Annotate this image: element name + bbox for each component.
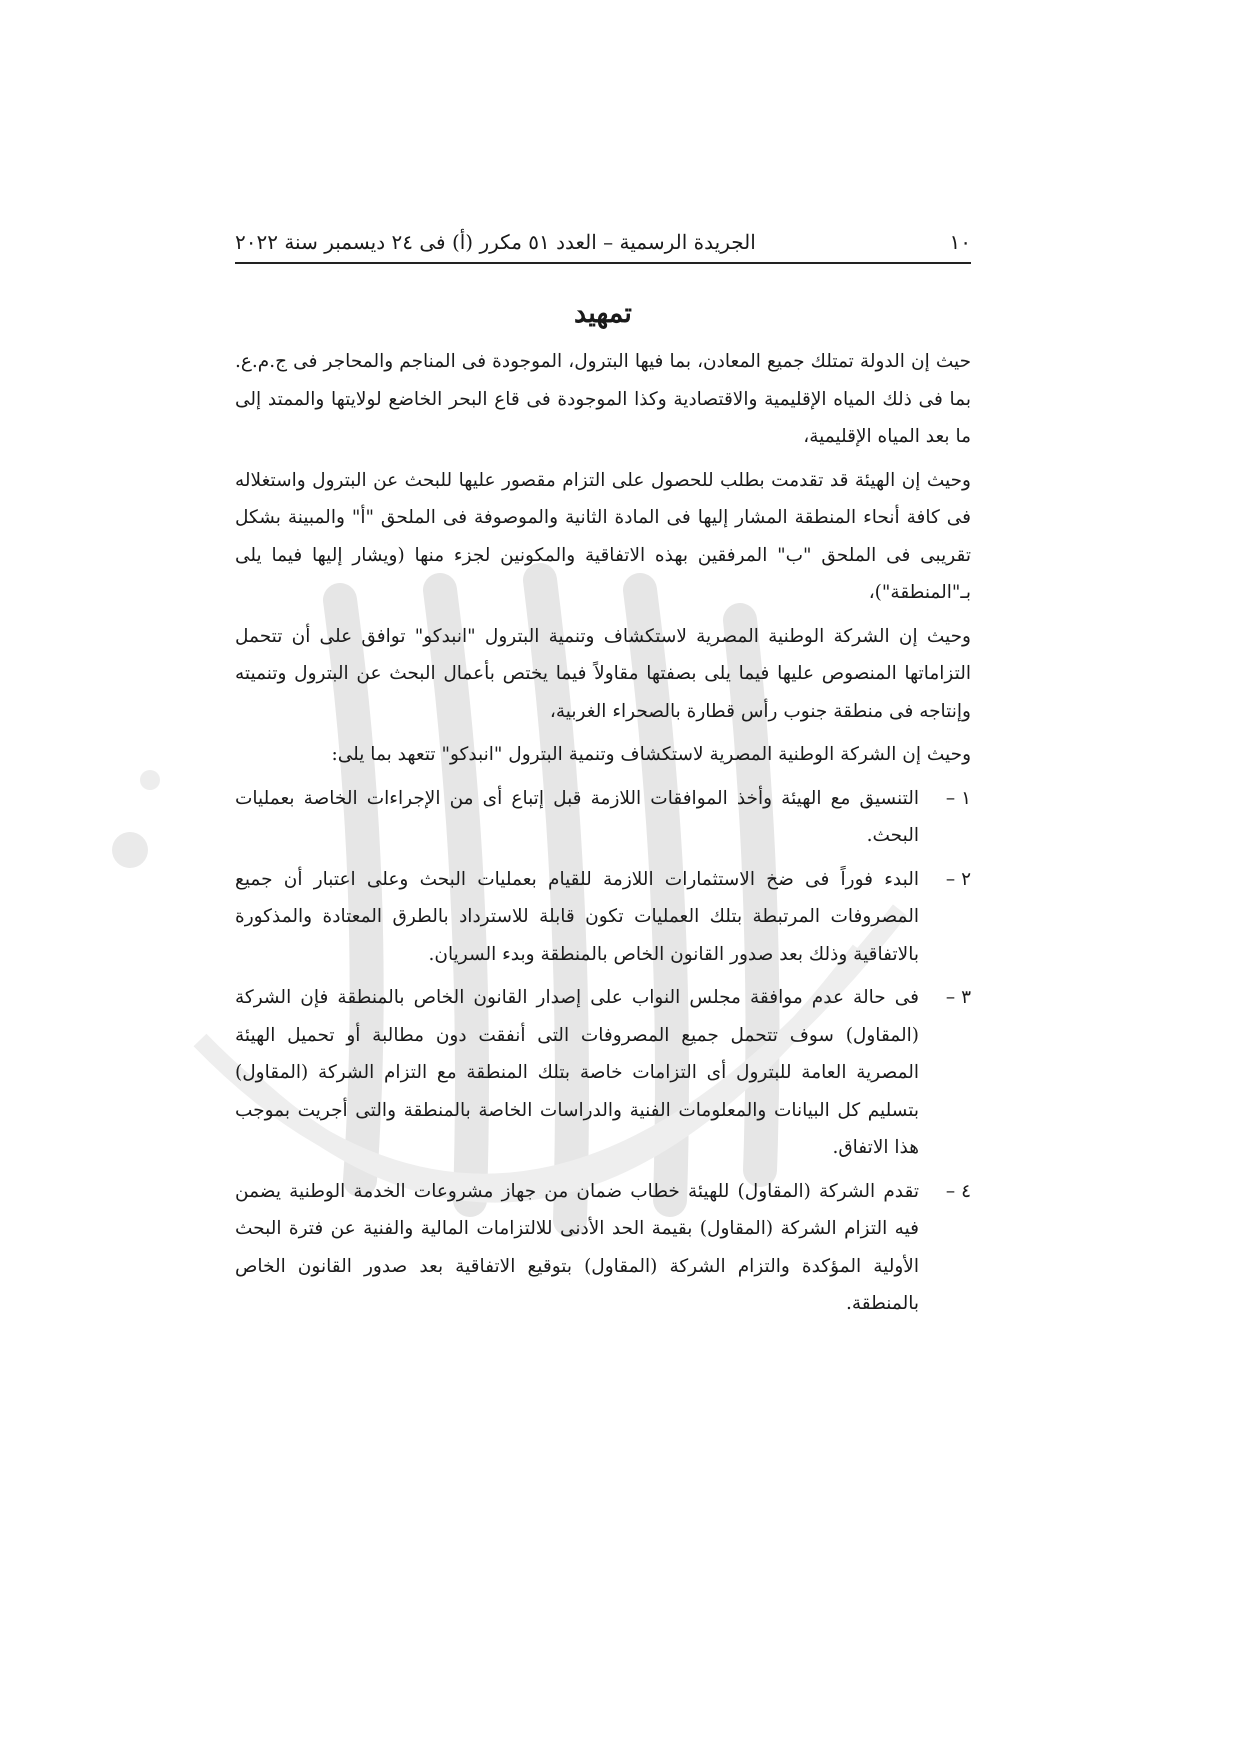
page-header — [235, 230, 971, 264]
section-title: تمهيد — [574, 298, 632, 329]
item-number: ٣ – — [945, 987, 971, 1008]
numbered-item — [235, 780, 971, 855]
gazette-header-line: الجريدة الرسمية – العدد ٥١ مكرر (أ) فى ٢٤ ديسمبر سنة ٢٠٢٢ — [235, 230, 756, 254]
item-number: ١ – — [945, 787, 971, 809]
item-text: التنسيق مع الهيئة وأخذ الموافقات اللازمة قبل إتباع أى من الإجراءات الخاصة بعمليات البحث. — [235, 787, 919, 846]
item-text: تقدم الشركة (المقاول) للهيئة خطاب ضمان من جهاز مشروعات الخدمة الوطنية يضمن فيه التزام الشركة (المقاول) بقيمة الحد الأدنى للالتزامات المالية والفنية عن فترة البحث الأولية المؤكدة والتزام الشركة (المقاول) بتوقيع الاتفاقية بعد صدور القانون الخاص بالمنطقة. — [235, 1180, 919, 1314]
item-text: البدء فوراً فى ضخ الاستثمارات اللازمة للقيام بعمليات البحث وعلى اعتبار أن جميع المصروفات المرتبطة بتلك العمليات تكون قابلة للاسترداد بالطرق المعتادة والمذكورة بالاتفاقية وذلك بعد صدور القانون الخاص بالمنطقة وبدء السريان. — [235, 868, 919, 965]
document-page — [235, 230, 971, 1329]
item-number: ٢ – — [945, 868, 971, 890]
item-number: ٤ – — [945, 1180, 971, 1202]
preamble-paragraph-3: وحيث إن الشركة الوطنية المصرية لاستكشاف وتنمية البترول "انبدكو" توافق على أن تتحمل التزاماتها المنصوص عليها فيما يلى بصفتها مقاولاً فيما يختص بأعمال البحث عن البترول وتنميته وإنتاجه فى منطقة جنوب رأس قطارة بالصحراء الغربية، — [235, 625, 971, 722]
preamble-paragraph-4: وحيث إن الشركة الوطنية المصرية لاستكشاف وتنمية البترول "انبدكو" تتعهد بما يلى: — [331, 744, 971, 765]
numbered-item — [235, 979, 971, 1167]
preamble-paragraph-1: حيث إن الدولة تمتلك جميع المعادن، بما فيها البترول، الموجودة فى المناجم والمحاجر فى ج.م.ع. بما فى ذلك المياه الإقليمية والاقتصادية وكذا الموجودة فى قاع البحر الخاضع لولايتها والممتد إلى ما بعد المياه الإقليمية، — [235, 351, 971, 447]
page-number: ١٠ — [949, 230, 971, 254]
numbered-item — [235, 861, 971, 974]
numbered-item — [235, 1173, 971, 1323]
item-text: فى حالة عدم موافقة مجلس النواب على إصدار القانون الخاص بالمنطقة فإن الشركة (المقاول) سوف تتحمل جميع المصروفات التى أنفقت دون مطالبة أو تحميل الهيئة المصرية العامة للبترول أى التزامات خاصة بتلك المنطقة مع التزام الشركة (المقاول) بتسليم كل البيانات والمعلومات الفنية والدراسات الخاصة بالمنطقة والتى أجريت بموجب هذا الاتفاق. — [235, 987, 919, 1158]
preamble-paragraph-2: وحيث إن الهيئة قد تقدمت بطلب للحصول على التزام مقصور عليها للبحث عن البترول واستغلاله فى كافة أنحاء المنطقة المشار إليها فى المادة الثانية والموصوفة فى الملحق "أ" والمبينة بشكل تقريبى فى الملحق "ب" المرفقين بهذه الاتفاقية والمكونين لجزء منها (ويشار إليها فيما يلى بـ"المنطقة")، — [235, 469, 971, 603]
